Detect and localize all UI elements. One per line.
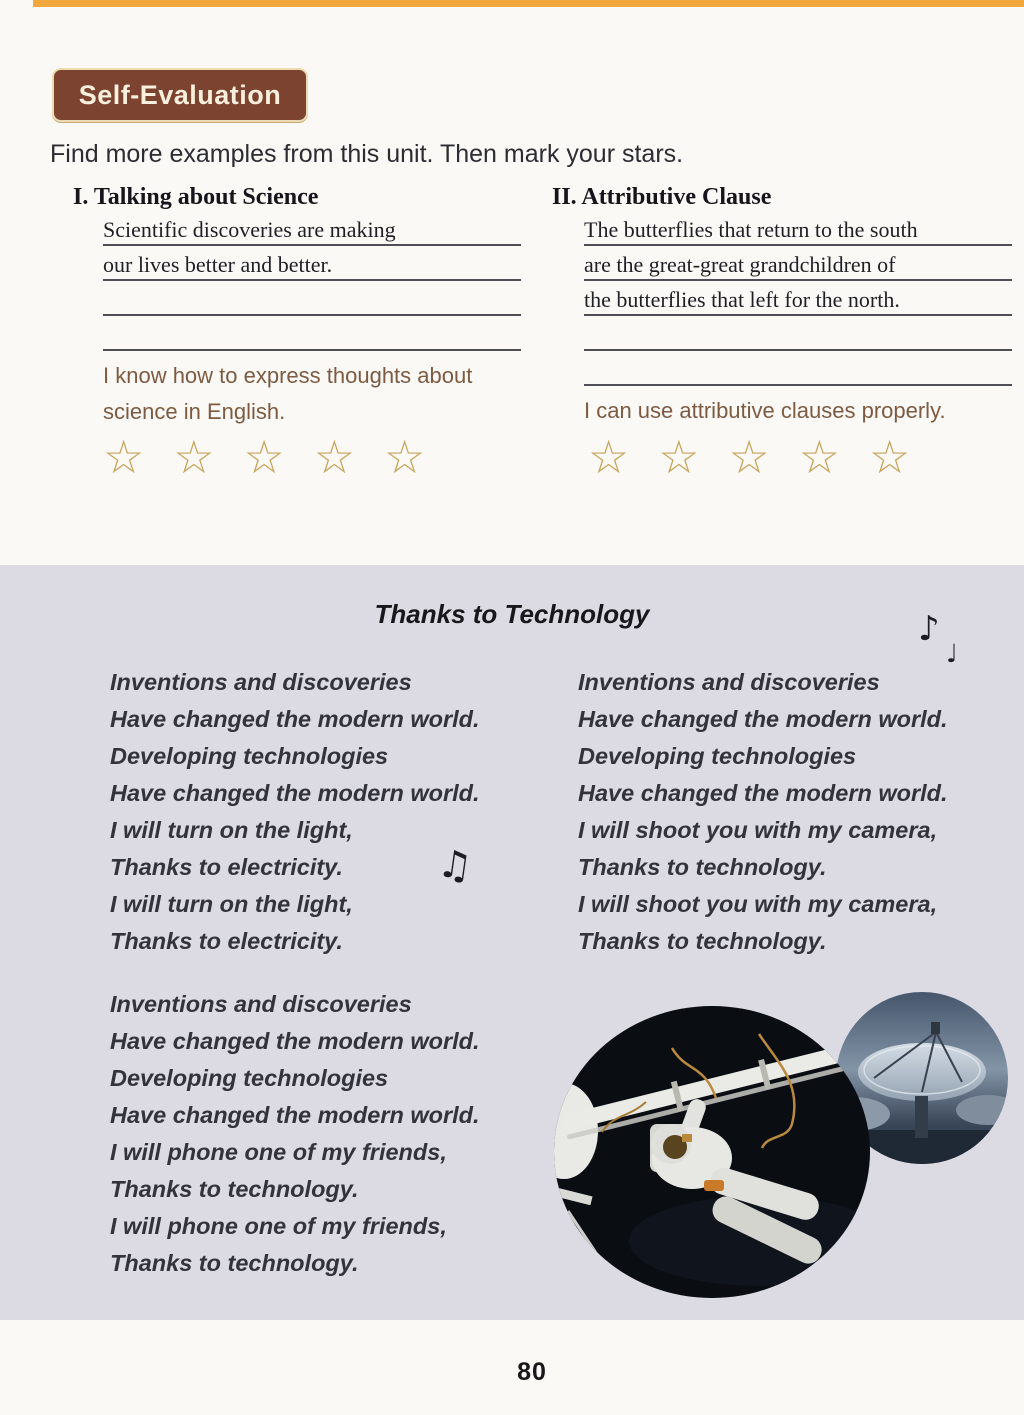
lyric-line: Developing technologies <box>578 743 857 769</box>
lyric-line: Thanks to technology. <box>110 1250 359 1276</box>
lyric-line: Inventions and discoveries <box>578 669 880 695</box>
lyric-line: Have changed the modern world. <box>110 780 480 806</box>
answer-blank-line <box>103 281 521 316</box>
star-icon[interactable]: ☆ <box>313 430 355 484</box>
section-heading: I. Talking about Science <box>73 184 319 210</box>
lyric-line: Inventions and discoveries <box>110 991 412 1017</box>
song-verse-3 <box>110 986 580 1282</box>
star-icon[interactable]: ☆ <box>173 430 215 484</box>
star-icon[interactable]: ☆ <box>728 430 770 484</box>
star-icon[interactable]: ☆ <box>384 430 426 484</box>
star-icon[interactable]: ☆ <box>103 430 145 484</box>
star-icon[interactable]: ☆ <box>243 430 285 484</box>
lyric-line: Thanks to technology. <box>578 928 827 954</box>
instruction-text: Find more examples from this unit. Then mark your stars. <box>50 140 684 168</box>
self-assessment-statement: I know how to express thoughts about science in English. <box>103 363 473 424</box>
lyric-line: Thanks to electricity. <box>110 928 343 954</box>
answer-blank-line <box>584 351 1012 386</box>
lyric-line: Have changed the modern world. <box>578 780 948 806</box>
example-sentence: the butterflies that left for the north. <box>584 281 1012 316</box>
example-sentence: Scientific discoveries are making <box>103 211 521 246</box>
self-assessment-statement: I can use attributive clauses properly. <box>584 398 946 423</box>
section-heading: II. Attributive Clause <box>552 184 772 210</box>
answer-blank-line <box>103 316 521 351</box>
song-verse-2 <box>578 664 1024 960</box>
lyric-line: I will turn on the light, <box>110 891 353 917</box>
quarter-note-icon: ♩ <box>946 639 958 668</box>
section-attributive-clause <box>552 184 1014 484</box>
lyric-line: Thanks to electricity. <box>110 854 343 880</box>
self-evaluation-badge-label: Self-Evaluation <box>78 79 282 110</box>
lyric-line: Thanks to technology. <box>578 854 827 880</box>
lyric-line: Have changed the modern world. <box>578 706 948 732</box>
section-talking-about-science <box>73 184 525 484</box>
lyric-line: I will phone one of my friends, <box>110 1213 447 1239</box>
song-verse-1 <box>110 664 580 960</box>
lyric-line: Have changed the modern world. <box>110 706 480 732</box>
astronaut-spacewalk-photo <box>554 1006 870 1298</box>
star-icon[interactable]: ☆ <box>869 430 911 484</box>
lyric-line: Thanks to technology. <box>110 1176 359 1202</box>
star-rating-row <box>103 430 426 484</box>
lyric-line: I will shoot you with my camera, <box>578 891 938 917</box>
example-sentence: The butterflies that return to the south <box>584 211 1012 246</box>
self-evaluation-badge <box>52 68 308 122</box>
star-icon[interactable]: ☆ <box>658 430 700 484</box>
answer-lines <box>103 211 521 351</box>
example-sentence: are the great-great grandchildren of <box>584 246 1012 281</box>
star-icon[interactable]: ☆ <box>798 430 840 484</box>
lyric-line: Have changed the modern world. <box>110 1028 480 1054</box>
lyric-line: I will phone one of my friends, <box>110 1139 447 1165</box>
song-panel <box>0 565 1024 1320</box>
star-icon[interactable]: ☆ <box>588 430 630 484</box>
example-sentence: our lives better and better. <box>103 246 521 281</box>
lyric-line: Inventions and discoveries <box>110 669 412 695</box>
answer-blank-line <box>584 316 1012 351</box>
answer-lines <box>584 211 1012 386</box>
song-title: Thanks to Technology <box>374 599 650 629</box>
lyric-line: Developing technologies <box>110 1065 389 1091</box>
eighth-note-icon: ♪ <box>918 609 940 649</box>
page-top-edge-stripe <box>33 0 1024 7</box>
star-rating-row <box>588 430 911 484</box>
lyric-line: Developing technologies <box>110 743 389 769</box>
page-number: 80 <box>517 1358 547 1386</box>
lyric-line: Have changed the modern world. <box>110 1102 480 1128</box>
lyric-line: I will turn on the light, <box>110 817 353 843</box>
beamed-notes-icon: ♫ <box>435 840 475 890</box>
lyric-line: I will shoot you with my camera, <box>578 817 938 843</box>
